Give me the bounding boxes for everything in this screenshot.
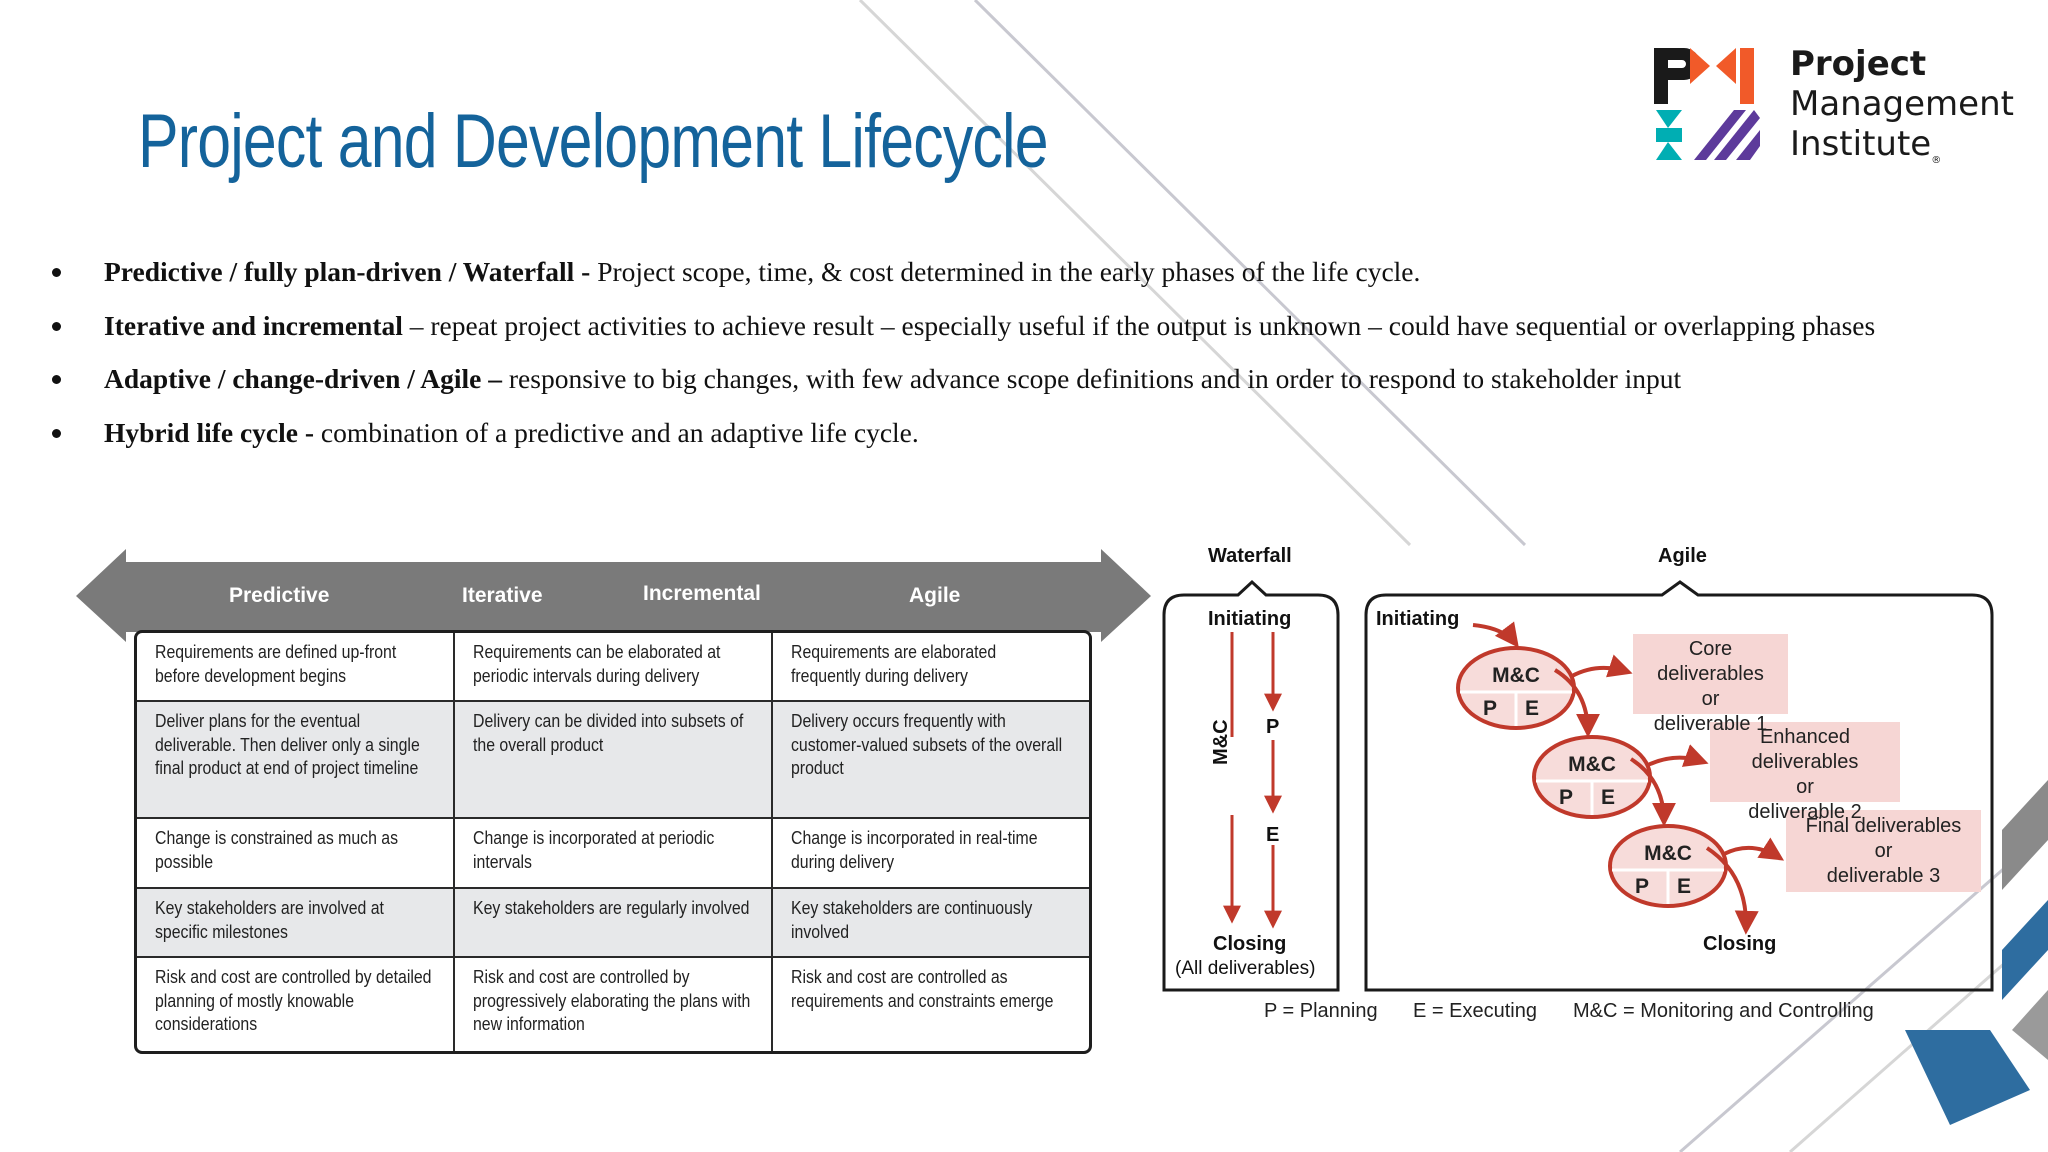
table-cell: Requirements can be elaborated at periodic intervals during delivery [454, 633, 771, 701]
deliverable-2-line2: deliverable 2 [1748, 801, 1862, 823]
bullet-dot-icon [52, 429, 61, 438]
bullet-dot-icon [52, 268, 61, 277]
table-cell: Key stakeholders are involved at specific milestones [137, 888, 454, 957]
agile-initiating: Initiating [1376, 608, 1460, 630]
table-row [137, 701, 1089, 818]
pmi-logo-icon [1654, 48, 1764, 160]
table-cell: Risk and cost are controlled by detailed planning of mostly knowable considerations [137, 957, 454, 1051]
waterfall-e-label: E [1266, 824, 1280, 846]
bullet-term: Iterative and incremental [104, 309, 403, 341]
lifecycle-diagram [1158, 540, 2000, 1030]
cycle-2-mc: M&C [1568, 753, 1616, 776]
table-cell: Change is incorporated in real-time during delivery [772, 818, 1089, 888]
waterfall-heading: Waterfall [1208, 545, 1292, 567]
logo-line-3: Institute [1790, 124, 1932, 164]
table-row [137, 633, 1089, 701]
column-header-predictive: Predictive [229, 584, 330, 607]
waterfall-mc-label: M&C [1210, 719, 1232, 765]
bullet-term: Adaptive / change-driven / Agile – [104, 363, 502, 394]
bullet-text: – repeat project activities to achieve result – especially useful if the output is unknown – could have sequential or overlapping phases [402, 309, 1876, 341]
deliverable-1-line1: Core deliverables [1657, 638, 1764, 685]
column-header-iterative: Iterative [462, 584, 543, 607]
table-cell: Requirements are defined up-front before development begins [137, 633, 454, 701]
bullet-dot-icon [52, 375, 61, 384]
deliverable-1-line2: deliverable 1 [1653, 713, 1768, 735]
bullet-text: combination of a predictive and an adaptive life cycle. [314, 416, 919, 448]
table-row [137, 957, 1089, 1051]
table-cell: Change is constrained as much as possible [137, 818, 454, 888]
column-header-incremental: Incremental [643, 582, 761, 605]
bullet-dot-icon [52, 322, 61, 331]
table-cell: Risk and cost are controlled by progressively elaborating the plans with new information [454, 957, 771, 1051]
logo-line-2: Management [1790, 84, 2014, 124]
table-row [137, 888, 1089, 957]
waterfall-closing: Closing [1213, 933, 1287, 955]
comparison-grid [134, 630, 1092, 1054]
table-cell: Key stakeholders are continuously involved [772, 888, 1089, 957]
waterfall-closing-note: (All deliverables) [1175, 958, 1316, 979]
bullet-adaptive [46, 361, 2041, 415]
legend-executing: E = Executing [1413, 1000, 1537, 1022]
logo-line-1: Project [1790, 44, 1927, 84]
cycle-2-p: P [1558, 786, 1573, 809]
pmi-logo [1654, 44, 2034, 164]
bullet-term: Hybrid life cycle - [104, 416, 315, 448]
table-cell: Delivery can be divided into subsets of the overall product [454, 701, 771, 818]
bullet-hybrid [46, 415, 2041, 469]
cycle-1-mc: M&C [1492, 664, 1540, 687]
cycle-3-mc: M&C [1644, 842, 1692, 865]
table-cell: Requirements are elaborated frequently during delivery [772, 633, 1089, 701]
lifecycle-bullet-list [46, 254, 2041, 468]
cycle-3-p: P [1634, 875, 1649, 898]
table-row [137, 818, 1089, 888]
deliverable-2-or: or [1796, 776, 1814, 798]
cycle-1-p: P [1482, 697, 1497, 720]
table-cell: Change is incorporated at periodic intervals [454, 818, 771, 888]
waterfall-p-label: P [1266, 716, 1280, 738]
legend-monitoring-controlling: M&C = Monitoring and Controlling [1573, 1000, 1874, 1022]
bullet-iterative [46, 308, 2041, 362]
deliverable-box-3 [1786, 814, 1981, 889]
cycle-1-e: E [1524, 697, 1539, 720]
bullet-predictive [46, 254, 2041, 308]
bullet-text: Project scope, time, & cost determined in the early phases of the life cycle. [590, 256, 1421, 287]
deliverable-3-line1: Final deliverables [1805, 815, 1962, 837]
bullet-term: Predictive / fully plan-driven / Waterfall - [104, 256, 591, 287]
cycle-3-e: E [1676, 875, 1691, 898]
lifecycle-comparison-table [76, 544, 1151, 1056]
deliverable-box-1 [1633, 637, 1788, 737]
table-cell: Deliver plans for the eventual deliverable. Then deliver only a single final product at end of project timeline [137, 701, 454, 818]
deliverable-box-2 [1710, 725, 1900, 825]
cycle-2-e: E [1600, 786, 1615, 809]
bullet-text: responsive to big changes, with few advance scope definitions and in order to respond to stakeholder input [502, 363, 1682, 394]
column-header-agile: Agile [909, 584, 961, 607]
deliverable-3-or: or [1874, 840, 1893, 862]
deliverable-1-or: or [1701, 688, 1720, 710]
table-cell: Key stakeholders are regularly involved [454, 888, 771, 957]
deliverable-3-line2: deliverable 3 [1826, 865, 1941, 887]
agile-heading: Agile [1658, 545, 1707, 567]
page-title: Project and Development Lifecycle [138, 99, 1048, 184]
legend-planning: P = Planning [1264, 1000, 1378, 1022]
agile-closing: Closing [1703, 933, 1777, 955]
table-cell: Risk and cost are controlled as requirements and constraints emerge [772, 957, 1089, 1051]
table-cell: Delivery occurs frequently with customer-valued subsets of the overall product [772, 701, 1089, 818]
waterfall-initiating: Initiating [1208, 608, 1292, 630]
deliverable-2-line1: Enhanced deliverables [1751, 726, 1859, 773]
registered-mark: ® [1931, 154, 1942, 166]
